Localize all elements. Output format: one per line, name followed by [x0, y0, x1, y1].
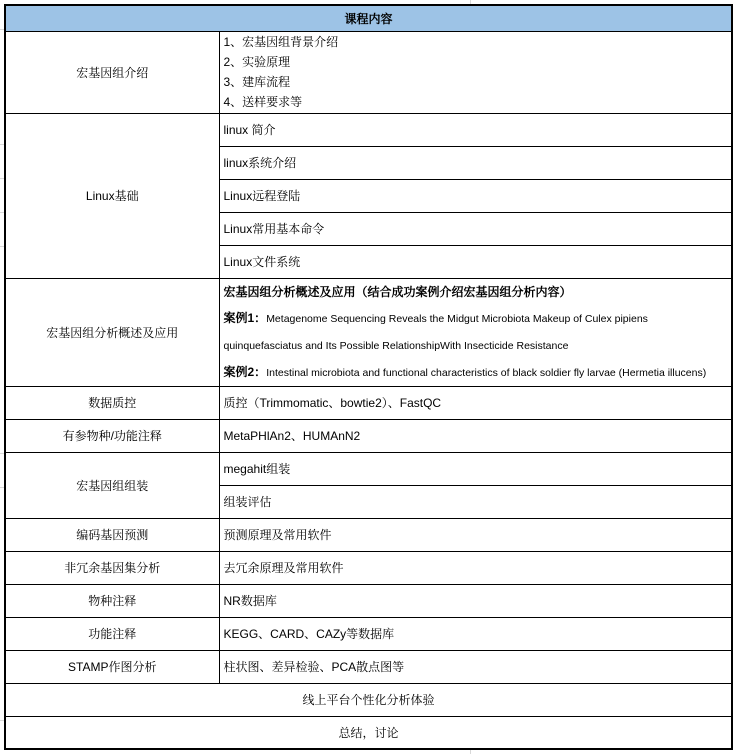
course-table-wrap	[4, 4, 733, 750]
section-label-ref-annotation: 有参物种/功能注释	[5, 419, 219, 452]
row-online-platform: 线上平台个性化分析体验	[5, 683, 732, 716]
case-1-label: 案例1：	[223, 310, 267, 325]
list-item: 3、建库流程	[223, 75, 291, 89]
table-row	[5, 617, 732, 650]
list-item: linux系统介绍	[219, 146, 732, 179]
section-label-data-qc: 数据质控	[5, 386, 219, 419]
table-row	[5, 113, 732, 146]
course-content-table	[4, 4, 733, 750]
table-row	[5, 5, 732, 31]
list-item: linux 简介	[219, 113, 732, 146]
table-row	[5, 419, 732, 452]
section-label-stamp-plot: STAMP作图分析	[5, 650, 219, 683]
section-label-assembly: 宏基因组组装	[5, 452, 219, 518]
list-item: megahit组装	[219, 452, 732, 485]
table-row	[5, 650, 732, 683]
section-label-metagenome-intro: 宏基因组介绍	[5, 31, 219, 113]
section-content-stamp-plot: 柱状图、差异检验、PCA散点图等	[219, 650, 732, 683]
table-row	[5, 683, 732, 716]
table-row	[5, 31, 732, 113]
section-content-function-annotation: KEGG、CARD、CAZy等数据库	[219, 617, 732, 650]
case-study-2	[224, 359, 728, 386]
table-row	[5, 551, 732, 584]
section-label-gene-prediction: 编码基因预测	[5, 518, 219, 551]
case-2-label: 案例2：	[223, 364, 267, 379]
section-label-linux-basics: Linux基础	[5, 113, 219, 278]
case-study-1	[224, 305, 728, 359]
list-item: 2、实验原理	[223, 55, 291, 69]
list-item: 4、送样要求等	[223, 95, 303, 109]
table-row	[5, 386, 732, 419]
section-label-analysis-overview: 宏基因组分析概述及应用	[5, 278, 219, 386]
table-row	[5, 278, 732, 386]
section-label-nonredundant-geneset: 非冗余基因集分析	[5, 551, 219, 584]
table-title: 课程内容	[5, 5, 732, 31]
case-1-text: Metagenome Sequencing Reveals the Midgut Microbiota Makeup of Culex pipiens quinquefasciatus and Its Possible RelationshipWith Insecticide Resistance	[223, 312, 648, 352]
list-item: Linux远程登陆	[219, 179, 732, 212]
section-label-function-annotation: 功能注释	[5, 617, 219, 650]
overview-title: 宏基因组分析概述及应用（结合成功案例介绍宏基因组分析内容）	[223, 284, 572, 299]
section-content-nonredundant-geneset: 去冗余原理及常用软件	[219, 551, 732, 584]
section-content-gene-prediction: 预测原理及常用软件	[219, 518, 732, 551]
row-summary: 总结，讨论	[5, 716, 732, 749]
table-row	[5, 716, 732, 749]
section-content-metagenome-intro	[219, 31, 732, 113]
section-content-species-annotation: NR数据库	[219, 584, 732, 617]
section-label-species-annotation: 物种注释	[5, 584, 219, 617]
list-item: 组装评估	[219, 485, 732, 518]
section-content-analysis-overview	[219, 278, 732, 386]
section-content-data-qc: 质控（Trimmomatic、bowtie2）、FastQC	[219, 386, 732, 419]
section-content-ref-annotation: MetaPHlAn2、HUMAnN2	[219, 419, 732, 452]
list-item: 1、宏基因组背景介绍	[223, 35, 339, 49]
table-row	[5, 452, 732, 485]
list-item: Linux常用基本命令	[219, 212, 732, 245]
table-row	[5, 584, 732, 617]
list-item: Linux文件系统	[219, 245, 732, 278]
case-2-text: Intestinal microbiota and functional characteristics of black soldier fly larvae (Hermetia illucens)	[266, 366, 707, 379]
table-row	[5, 518, 732, 551]
